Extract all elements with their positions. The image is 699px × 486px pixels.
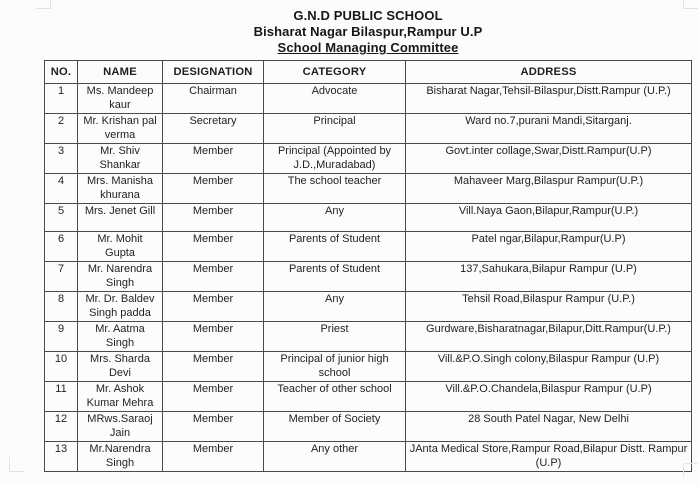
table-row [45,204,692,232]
table-row [45,84,692,114]
cell-category: Parents of Student [264,262,406,292]
cell-designation: Member [163,442,264,472]
cell-name: Mr. Mohit Gupta [78,232,163,262]
cell-designation: Member [163,262,264,292]
table-row [45,174,692,204]
cell-name: Mr. Shiv Shankar [78,144,163,174]
table-row [45,114,692,144]
column-header: DESIGNATION [163,61,264,84]
document-header [44,8,692,56]
table-row [45,412,692,442]
table-row [45,262,692,292]
cell-address: Govt.inter collage,Swar,Distt.Rampur(U.P) [406,144,692,174]
cell-name: Mrs. Jenet Gill [78,204,163,232]
cell-address: Gurdware,Bisharatnagar,Bilapur,Ditt.Rampur(U.P.) [406,322,692,352]
column-header: CATEGORY [264,61,406,84]
cell-no: 3 [45,144,78,174]
cell-address: Ward no.7,purani Mandi,Sitarganj. [406,114,692,144]
cell-category: Advocate [264,84,406,114]
cell-category: Parents of Student [264,232,406,262]
cell-name: Mr. Ashok Kumar Mehra [78,382,163,412]
column-header: NO. [45,61,78,84]
page-corner-mark-bottom-left [9,457,24,472]
table-row [45,352,692,382]
table-row [45,292,692,322]
cell-no: 6 [45,232,78,262]
cell-category: Any [264,292,406,322]
cell-category: Principal (Appointed by J.D.,Muradabad) [264,144,406,174]
cell-no: 11 [45,382,78,412]
cell-name: Mr. Dr. Baldev Singh padda [78,292,163,322]
cell-no: 2 [45,114,78,144]
cell-no: 5 [45,204,78,232]
cell-address: Patel ngar,Bilapur,Rampur(U.P) [406,232,692,262]
cell-no: 9 [45,322,78,352]
cell-address: Mahaveer Marg,Bilaspur Rampur(U.P.) [406,174,692,204]
cell-no: 8 [45,292,78,322]
cell-category: Any other [264,442,406,472]
cell-name: Mr. Narendra Singh [78,262,163,292]
cell-category: Member of Society [264,412,406,442]
cell-address: Vill.&P.O.Singh colony,Bilaspur Rampur (U.P) [406,352,692,382]
table-row [45,382,692,412]
school-name: G.N.D PUBLIC SCHOOL [293,8,443,23]
table-row [45,232,692,262]
cell-designation: Member [163,292,264,322]
cell-name: Mr.Narendra Singh [78,442,163,472]
document-subtitle: School Managing Committee [277,40,459,55]
cell-name: MRws.Saraoj Jain [78,412,163,442]
table-row [45,144,692,174]
cell-name: Mr. Krishan pal verma [78,114,163,144]
cell-address: Vill.&P.O.Chandela,Bilaspur Rampur (U.P) [406,382,692,412]
cell-designation: Secretary [163,114,264,144]
cell-category: Teacher of other school [264,382,406,412]
cell-designation: Member [163,204,264,232]
cell-address: 137,Sahukara,Bilapur Rampur (U.P) [406,262,692,292]
cell-address: Tehsil Road,Bilaspur Rampur (U.P.) [406,292,692,322]
cell-no: 10 [45,352,78,382]
cell-designation: Member [163,352,264,382]
cell-no: 13 [45,442,78,472]
cell-address: JAnta Medical Store,Rampur Road,Bilapur Distt. Rampur (U.P) [406,442,692,472]
cell-designation: Member [163,144,264,174]
cell-address: Bisharat Nagar,Tehsil-Bilaspur,Distt.Rampur (U.P.) [406,84,692,114]
cell-category: Priest [264,322,406,352]
cell-category: Principal [264,114,406,144]
column-header: NAME [78,61,163,84]
school-address-line: Bisharat Nagar Bilaspur,Rampur U.P [253,24,483,39]
cell-designation: Member [163,412,264,442]
cell-no: 7 [45,262,78,292]
cell-name: Mr. Aatma Singh [78,322,163,352]
committee-table [44,60,692,472]
cell-no: 12 [45,412,78,442]
table-header-row [45,61,692,84]
cell-category: Any [264,204,406,232]
cell-designation: Member [163,382,264,412]
cell-address: 28 South Patel Nagar, New Delhi [406,412,692,442]
cell-designation: Chairman [163,84,264,114]
cell-category: The school teacher [264,174,406,204]
cell-no: 4 [45,174,78,204]
cell-designation: Member [163,174,264,204]
table-row [45,322,692,352]
cell-name: Mrs. Sharda Devi [78,352,163,382]
cell-name: Ms. Mandeep kaur [78,84,163,114]
cell-address: Vill.Naya Gaon,Bilapur,Rampur(U.P.) [406,204,692,232]
column-header: ADDRESS [406,61,692,84]
cell-name: Mrs. Manisha khurana [78,174,163,204]
table-row [45,442,692,472]
cell-no: 1 [45,84,78,114]
cell-category: Principal of junior high school [264,352,406,382]
cell-designation: Member [163,232,264,262]
cell-designation: Member [163,322,264,352]
